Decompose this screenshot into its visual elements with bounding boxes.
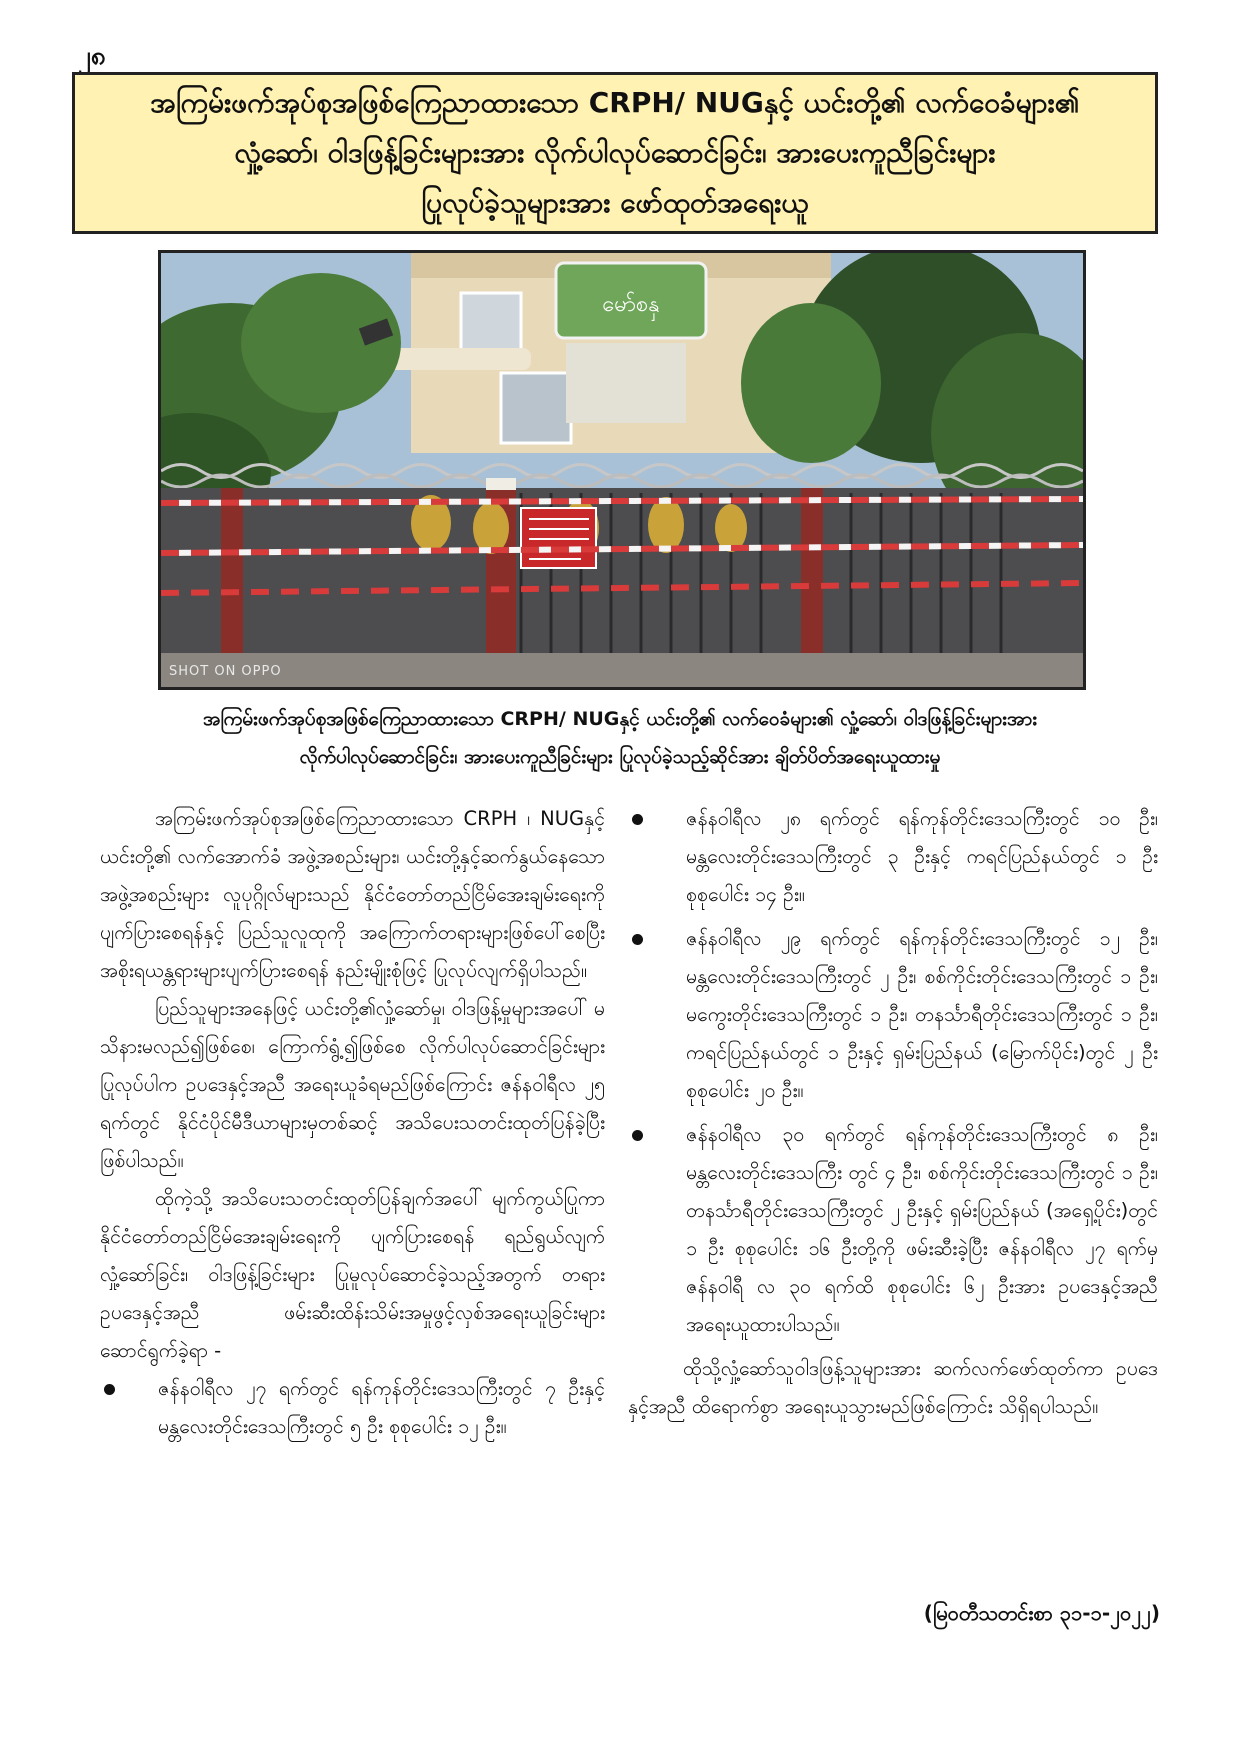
caption-line-1: အကြမ်းဖက်အုပ်စုအဖြစ်ကြေညာထားသော CRPH/ NUGနှင့် ယင်းတို့၏ လက်ဝေခံများ၏ လှုံ့ဆော်၊ ဝါဒဖြန့်ခြင်းများအား xyxy=(202,708,1038,730)
source-credit: (မြဝတီသတင်းစာ ၃၁-၁-၂၀၂၂) xyxy=(923,1601,1160,1625)
closing-paragraph: ထိုသို့လှုံ့ဆော်သူဝါဒဖြန့်သူများအား ဆက်လက်ဖော်ထုတ်ကာ ဥပဒေနှင့်အညီ ထိရောက်စွာ အရေးယူသွားမည်ဖြစ်ကြောင်း သိရှိရပါသည်။ xyxy=(628,1357,1158,1418)
headline-line-3: ပြုလုပ်ခဲ့သူများအား ဖော်ထုတ်အရေးယူ xyxy=(421,186,809,219)
article-paragraph-1: အကြမ်းဖက်အုပ်စုအဖြစ်ကြေညာထားသော CRPH ၊ NUGနှင့် ယင်းတို့၏ လက်အောက်ခံ အဖွဲ့အစည်းများ၊ ယင်းတို့နှင့်ဆက်နွယ်နေသော အဖွဲ့အစည်းများ လူပုဂ္ဂိုလ်များသည် နိုင်ငံတော်တည်ငြိမ်အေးချမ်းရေးကို ပျက်ပြားစေရန်နှင့် ပြည်သူလူထုကို အကြောက်တရားများဖြစ်ပေါ်စေပြီး အစိုးရယန္တရားများပျက်ပြားစေရန် နည်းမျိုးစုံဖြင့် ပြုလုပ်လျက်ရှိပါသည်။ xyxy=(100,807,605,982)
bullet-text: ဇန်နဝါရီလ ၂၇ ရက်တွင် ရန်ကုန်တိုင်းဒေသကြီးတွင် ၇ ဦးနှင့် မန္တလေးတိုင်းဒေသကြီးတွင် ၅ ဦး စုစုပေါင်း ၁၂ ဦး။ xyxy=(158,1377,605,1438)
bullet-dot-icon xyxy=(632,1130,643,1141)
headline-line-1: အကြမ်းဖက်အုပ်စုအဖြစ်ကြေညာထားသော CRPH/ NUGနှင့် ယင်းတို့၏ လက်ဝေခံများ၏ xyxy=(150,86,1080,119)
bullet-dot-icon xyxy=(104,1384,115,1395)
photo-caption xyxy=(80,700,1160,776)
bullet-text: ဇန်နဝါရီလ ၂၈ ရက်တွင် ရန်ကုန်တိုင်းဒေသကြီးတွင် ၁၀ ဦး၊ မန္တလေးတိုင်းဒေသကြီးတွင် ၃ ဦးနှင့် ကရင်ပြည်နယ်တွင် ၁ ဦး စုစုပေါင်း ၁၄ ဦး။ xyxy=(686,807,1158,906)
bullet-dot-icon xyxy=(632,814,643,825)
shop-building-illustration xyxy=(161,253,1083,687)
article-paragraph-3: ထိုကဲ့သို့ အသိပေးသတင်းထုတ်ပြန်ချက်အပေါ် မျက်ကွယ်ပြုကာ နိုင်ငံတော်တည်ငြိမ်အေးချမ်းရေးကို ပျက်ပြားစေရန် ရည်ရွယ်လျက် လှုံ့ဆော်ခြင်း၊ ဝါဒဖြန့်ခြင်းများ ပြုမူလုပ်ဆောင်ခဲ့သည့်အတွက် တရားဥပဒေနှင့်အညီ ဖမ်းဆီးထိန်းသိမ်းအမှုဖွင့်လှစ်အရေးယူခြင်းများ ဆောင်ရွက်ခဲ့ရာ - xyxy=(100,1187,605,1362)
article-left-column xyxy=(100,800,605,1452)
headline-line-2: လှုံ့ဆော်၊ ဝါဒဖြန့်ခြင်းများအား လိုက်ပါလုပ်ဆောင်ခြင်း၊ အားပေးကူညီခြင်းများ xyxy=(234,136,996,169)
caption-line-2: လိုက်ပါလုပ်ဆောင်ခြင်း၊ အားပေးကူညီခြင်းများ ပြုလုပ်ခဲ့သည့်ဆိုင်အား ချိတ်ပိတ်အရေးယူထားမှု xyxy=(299,746,941,768)
article-right-column xyxy=(628,800,1158,1426)
list-item xyxy=(628,800,1158,914)
page-number: ၂၈ xyxy=(78,41,106,71)
headline-box xyxy=(72,72,1158,234)
list-item xyxy=(628,920,1158,1110)
article-paragraph-2: ပြည်သူများအနေဖြင့် ယင်းတို့၏လှုံ့ဆော်မှု၊ ဝါဒဖြန့်မှုများအပေါ် မသိနားမလည်၍ဖြစ်စေ၊ ကြောက်ရွံ့၍ဖြစ်စေ လိုက်ပါလုပ်ဆောင်ခြင်းများပြုလုပ်ပါက ဥပဒေနှင့်အညီ အရေးယူခံရမည်ဖြစ်ကြောင်း ဇန်နဝါရီလ ၂၅ ရက်တွင် နိုင်ငံပိုင်မီဒီယာများမှတစ်ဆင့် အသိပေးသတင်းထုတ်ပြန်ခဲ့ပြီး ဖြစ်ပါသည်။ xyxy=(100,997,605,1172)
list-item xyxy=(628,1116,1158,1344)
bullet-text: ဇန်နဝါရီလ ၂၉ ရက်တွင် ရန်ကုန်တိုင်းဒေသကြီးတွင် ၁၂ ဦး၊ မန္တလေးတိုင်းဒေသကြီးတွင် ၂ ဦး၊ စစ်ကိုင်းတိုင်းဒေသကြီးတွင် ၁ ဦး၊ မကွေးတိုင်းဒေသကြီးတွင် ၁ ဦး၊ တနင်္သာရီတိုင်းဒေသကြီးတွင် ၁ ဦး၊ ကရင်ပြည်နယ်တွင် ၁ ဦးနှင့် ရှမ်းပြည်နယ် (မြောက်ပိုင်း)တွင် ၂ ဦး စုစုပေါင်း ၂၀ ဦး။ xyxy=(686,927,1158,1102)
photo-watermark: SHOT ON OPPO xyxy=(169,664,282,679)
list-item xyxy=(100,1370,605,1446)
shop-sign-text: မော်စနှ xyxy=(602,292,660,317)
news-photo xyxy=(158,250,1086,690)
bullet-text: ဇန်နဝါရီလ ၃၀ ရက်တွင် ရန်ကုန်တိုင်းဒေသကြီးတွင် ၈ ဦး၊ မန္တလေးတိုင်းဒေသကြီး တွင် ၄ ဦး၊ စစ်ကိုင်းတိုင်းဒေသကြီးတွင် ၁ ဦး၊ တနင်္သာရီတိုင်းဒေသကြီးတွင် ၂ ဦးနှင့် ရှမ်းပြည်နယ် (အရှေ့ပိုင်း)တွင် ၁ ဦး စုစုပေါင်း ၁၆ ဦးတို့ကို ဖမ်းဆီးခဲ့ပြီး ဇန်နဝါရီလ ၂၇ ရက်မှ ဇန်နဝါရီ လ ၃၀ ရက်ထိ စုစုပေါင်း ၆၂ ဦးအား ဥပဒေနှင့်အညီ အရေးယူထားပါသည်။ xyxy=(686,1123,1158,1336)
bullet-dot-icon xyxy=(632,934,643,945)
